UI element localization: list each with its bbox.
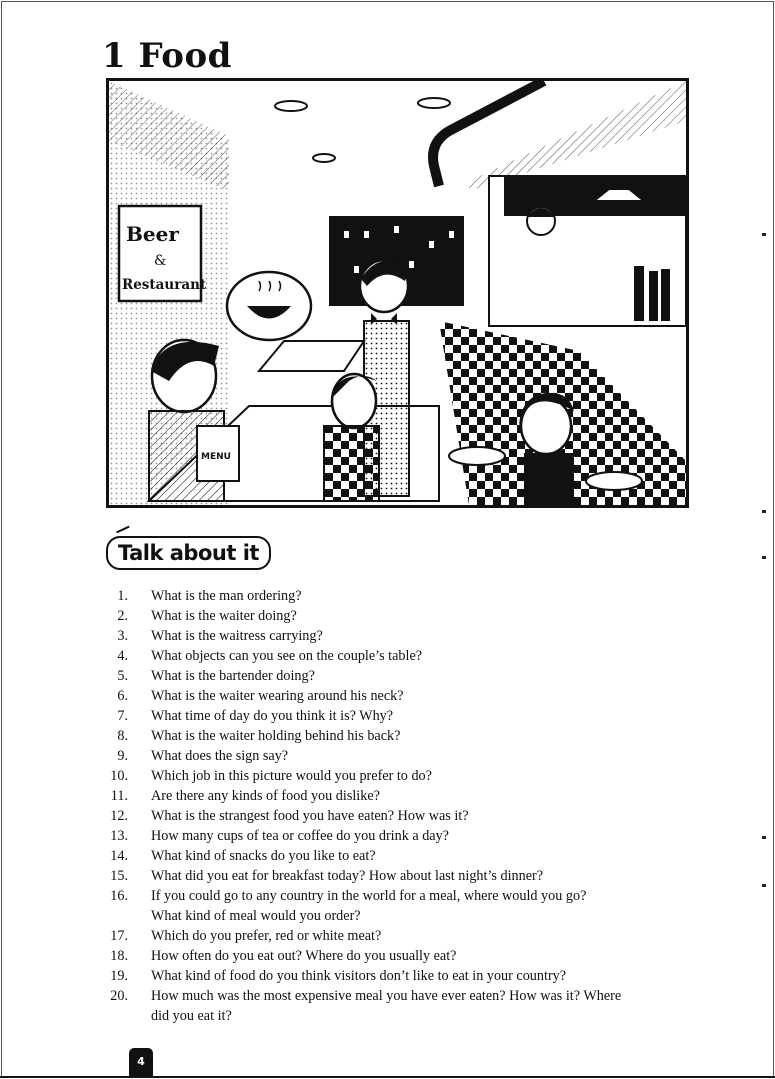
question-number: 15. <box>110 868 128 884</box>
bottle <box>634 266 644 321</box>
question-number: 5. <box>117 668 128 684</box>
question-text: What did you eat for breakfast today? How about last night’s dinner? <box>151 868 544 884</box>
question-number: 2. <box>117 608 128 624</box>
question-text: What time of day do you think it is? Why? <box>151 708 394 724</box>
woman-customer <box>324 374 379 501</box>
question-text: How many cups of tea or coffee do you drink a day? <box>151 828 449 844</box>
question-item <box>100 586 720 606</box>
question-text: What is the waiter holding behind his back? <box>151 728 401 744</box>
question-text: Are there any kinds of food you dislike? <box>151 788 380 804</box>
bottom-rule <box>0 1076 775 1078</box>
question-number: 10. <box>110 768 128 784</box>
question-number: 18. <box>110 948 128 964</box>
question-text: What is the waiter wearing around his neck? <box>151 688 404 704</box>
question-number: 4. <box>117 648 128 664</box>
menu-label: MENU <box>201 452 231 462</box>
question-item <box>100 666 720 686</box>
question-number: 17. <box>110 928 128 944</box>
table <box>259 341 364 371</box>
bottle <box>649 271 658 321</box>
question-number: 20. <box>110 988 128 1004</box>
margin-mark <box>762 556 766 559</box>
question-text: Which job in this picture would you prefer to do? <box>151 768 432 784</box>
margin-mark <box>762 836 766 839</box>
question-text: How much was the most expensive meal you have ever eaten? How was it? Where <box>151 988 622 1004</box>
margin-mark <box>762 884 766 887</box>
question-item <box>100 946 720 966</box>
question-number: 12. <box>110 808 128 824</box>
question-item <box>100 846 720 866</box>
question-item <box>100 866 720 886</box>
question-number: 14. <box>110 848 128 864</box>
question-item <box>100 786 720 806</box>
page-number: 4 <box>129 1048 153 1076</box>
question-item <box>100 686 720 706</box>
question-list <box>100 586 720 1026</box>
question-continuation: What kind of meal would you order? <box>151 908 361 924</box>
question-number: 3. <box>117 628 128 644</box>
bottle <box>661 269 670 321</box>
question-text: How often do you eat out? Where do you usually eat? <box>151 948 457 964</box>
question-continuation: did you eat it? <box>151 1008 232 1024</box>
sign-line-1: Beer <box>126 222 179 246</box>
question-item <box>100 806 720 826</box>
question-text: What kind of food do you think visitors don’t like to eat in your country? <box>151 968 567 984</box>
question-text: What is the bartender doing? <box>151 668 315 684</box>
question-text: If you could go to any country in the world for a meal, where would you go? <box>151 888 587 904</box>
question-item <box>100 826 720 846</box>
chapter-title: 1 Food <box>102 36 232 76</box>
question-text: What is the waitress carrying? <box>151 628 323 644</box>
question-number: 9. <box>117 748 128 764</box>
question-number: 7. <box>117 708 128 724</box>
question-item <box>100 646 720 666</box>
question-text-block <box>151 986 720 1026</box>
question-text: What is the strangest food you have eaten? How was it? <box>151 808 469 824</box>
serving-tray <box>449 447 505 465</box>
restaurant-illustration <box>106 78 689 508</box>
question-text: What is the waiter doing? <box>151 608 297 624</box>
question-number: 11. <box>110 788 128 804</box>
question-text: What is the man ordering? <box>151 588 302 604</box>
question-item <box>100 886 720 926</box>
question-item <box>100 606 720 626</box>
question-text: Which do you prefer, red or white meat? <box>151 928 382 944</box>
serving-tray <box>586 472 642 490</box>
question-number: 8. <box>117 728 128 744</box>
question-item <box>100 626 720 646</box>
question-item <box>100 926 720 946</box>
question-number: 1. <box>117 588 128 604</box>
margin-mark <box>762 233 766 236</box>
question-number: 6. <box>117 688 128 704</box>
question-item <box>100 966 720 986</box>
question-item <box>100 726 720 746</box>
sign-line-3: Restaurant <box>122 277 207 293</box>
question-text: What does the sign say? <box>151 748 289 764</box>
question-number: 19. <box>110 968 128 984</box>
question-item <box>100 706 720 726</box>
question-text-block <box>151 886 720 926</box>
restaurant-sign <box>119 206 207 301</box>
section-heading: Talk about it <box>106 536 271 570</box>
question-text: What kind of snacks do you like to eat? <box>151 848 376 864</box>
sign-line-2: & <box>154 253 167 269</box>
question-item <box>100 986 720 1026</box>
question-item <box>100 746 720 766</box>
question-number: 13. <box>110 828 128 844</box>
question-text: What objects can you see on the couple’s table? <box>151 648 423 664</box>
margin-mark <box>762 510 766 513</box>
question-number: 16. <box>110 888 128 904</box>
question-item <box>100 766 720 786</box>
